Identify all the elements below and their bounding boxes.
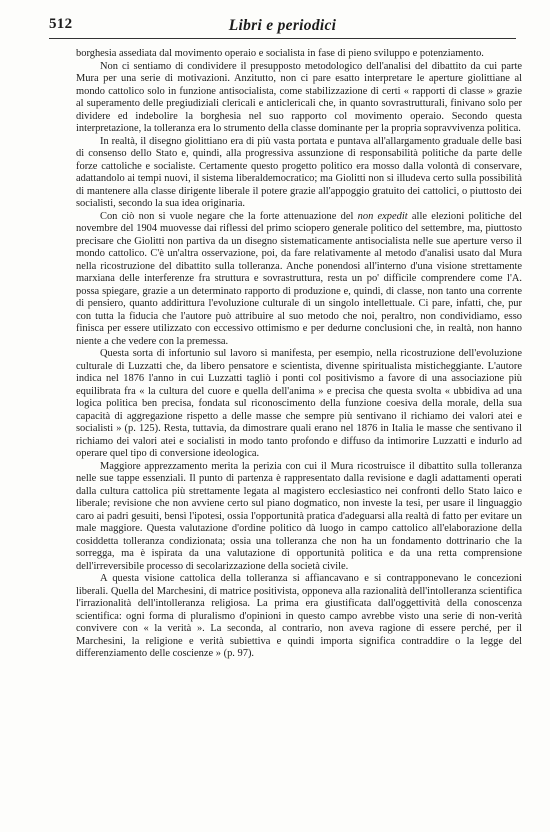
paragraph-4: [76, 211, 522, 349]
paragraph-1: borghesia assediata dal movimento operaio e socialista in fase di pieno sviluppo e potenziamento.: [76, 48, 484, 59]
body-text: [76, 48, 522, 661]
paragraph-6: Maggiore apprezzamento merita la perizia con cui il Mura ricostruisce il dibattito sulla tolleranza nelle sue tappe essenziali. Il punto di partenza è rappresentato dalla revisione e dagli adattamenti operati dalla cultura cattolica più strettamente legata al magistero ecclesiastico nei confronti dello Stato laico e liberale; revisione che non avviene certo sul piano dogmatico, non investe la tesi, per usare il linguaggio caro ai padri gesuiti, bensì l'ipotesi, ossia l'opportunità pratica d'adeguarsi alla realtà di fatto per evitare un male maggiore. Questa valutazione d'ordine politico dà luogo in campo cattolico all'elaborazione della cosiddetta tolleranza condizionata; ossia una tolleranza che non ha un fondamento dottrinario che la sorregga, ma è ispirata da una valutazione di opportunità politica e da una retta comprensione dell'irreversibile processo di secolarizzazione della società civile.: [76, 460, 522, 572]
paragraph-4-part-2: alle elezioni politiche del novembre del 1904 muovesse dai riflessi del primo sciopero generale politico del settembre, ma, piuttosto precisare che Giolitti non partiva da un disegno sistematicamente antisocialista nelle sue aperture verso il mondo cattolico. C'è un'altra osservazione, poi, da fare relativamente al metodo d'analisi usato dal Mura nella ricostruzione del dibattito sulla tolleranza. Anche ponendosi all'interno d'una visione strettamente marxiana delle interferenze fra struttura e sovrastruttura, resta un po' difficile comprendere come l'A. possa spiegare, grazie a un determinato rapporto di produzione e, quindi, di classe, non tanto una corrente di pensiero, quanto addirittura l'evoluzione culturale di un singolo intellettuale. Ci pare, infatti, che, pur con tutta la fiducia che l'autore può attribuire al suo metodo che noi, peraltro, non condividiamo, esso finisca per essere utilizzato con eccessivo ottimismo e per dedurne conclusioni che, in realtà, non hanno niente a che vedere con la premessa.: [76, 210, 523, 347]
paragraph-7: A questa visione cattolica della tolleranza si affiancavano e si contrapponevano le concezioni liberali. Quella del Marchesini, di matrice positivista, opponeva alla razionalità dell'intolleranza scientifica l'irrazionalità dell'intolleranza religiosa. La prima era giustificata dall'oggettività della conoscenza scientifica: ogni forma di pluralismo d'opinioni in questo campo avrebbe visto una serie di non-verità convivere con « la verità ». La seconda, al contrario, non aveva ragione di essere perché, per il Marchesini, la religione e verità subiettiva e quindi importa significa contraddire o la legge del differenziamento delle coscienze » (p. 97).: [76, 573, 522, 659]
running-title: Libri e periodici: [228, 17, 337, 34]
paragraph-2: Non ci sentiamo di condividere il presupposto metodologico dell'analisi del dibattito da cui parte Mura per una serie di motivazioni. Anzitutto, non ci pare esatto interpretare le aperture giolittiane al mondo cattolico solo in funzione antisocialista, come stabilizzazione di certi « rapporti di classe » grazie al superamento delle pregiudiziali clericali e anticlericali che, in quanto sovrastrutturali, finivano solo per dividere ed indebolire la borghesia nel suo rapporto col movimento operaio. Secondo questa interpretazione, la tolleranza era lo strumento della classe dominante per la propria sopravvivenza politica.: [76, 60, 522, 134]
header-rule: [49, 38, 516, 39]
page-header: [49, 14, 516, 36]
non-expedit-term: non expedit: [357, 210, 408, 222]
page-number: 512: [49, 16, 73, 32]
paragraph-5: Questa sorta di infortunio sul lavoro si manifesta, per esempio, nella ricostruzione dell'evoluzione culturale di Luzzatti che, da libero pensatore e scientista, divenne spiritualista misticheggiante. L'autore indica nel 1876 l'anno in cui Luzzatti tagliò i ponti col positivismo a favore di una associazione più equilibrata fra « la cultura del cuore e quella dell'anima » e precisa che questa svolta « ubbidiva ad una logica politica ben precisa, fondata sul riconoscimento della funzione coesiva della morale, della sua capacità di aggregazione rispetto a delle masse che sempre più sentivano il richiamo dei valori atei e socialisti » (p. 125). Resta, tuttavia, da dimostrare quali erano nel 1876 in Italia le masse che sentivano il richiamo dei valori atei e socialisti in modo tanto profondo e diffuso da intimorire Luzzatti e indurlo ad operare quel tipo di conversione ideologica.: [76, 348, 522, 459]
paragraph-4-part-1: Con ciò non si vuole negare che la forte attenuazione del: [100, 210, 358, 222]
paragraph-3: In realtà, il disegno giolittiano era di più vasta portata e puntava all'allargamento graduale delle basi di consenso dello Stato e, quindi, alla progressiva assunzione di responsabilità politiche da parte delle forze cattoliche e socialiste. Certamente questo progetto politico era mosso dalla volontà di conservare, adattandolo ai tempi nuovi, il sistema liberaldemocratico; ma Giolitti non si illudeva certo sulla possibilità di mantenere alla classe dirigente liberale il potere grazie all'appoggio gratuito dei cattolici, o piuttosto dei socialisti, secondo la sua idea originaria.: [76, 135, 522, 209]
